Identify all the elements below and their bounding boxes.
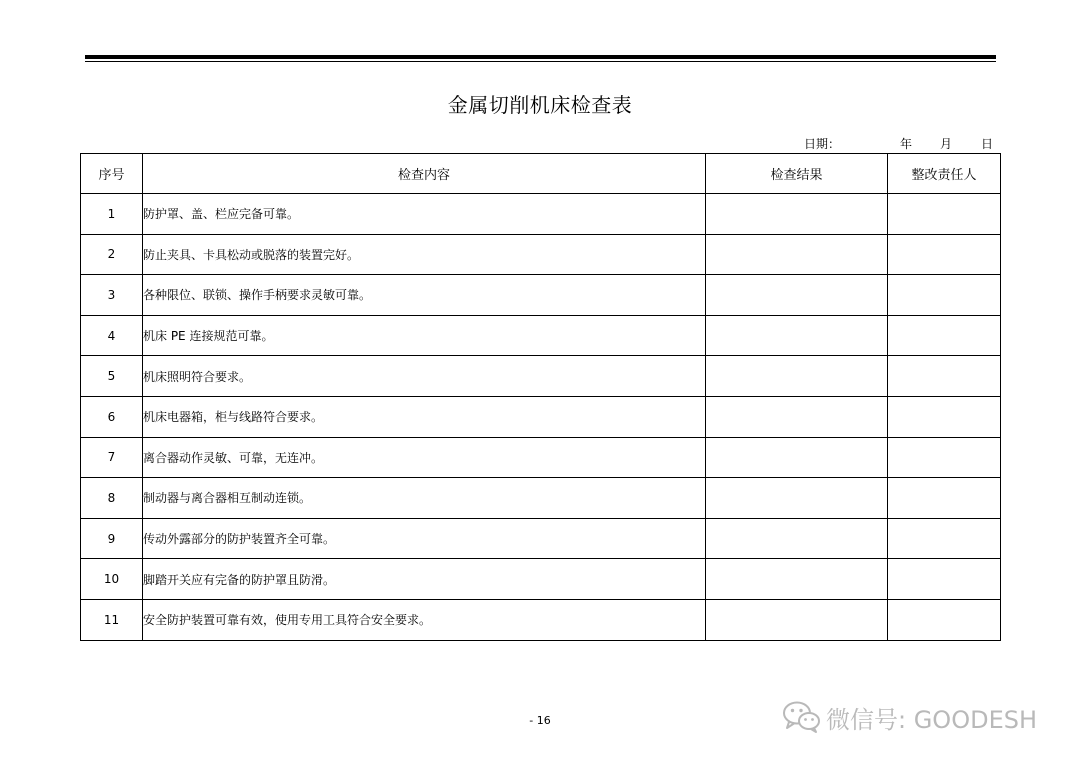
row-responsible-person-cell[interactable] [888, 315, 1001, 356]
row-seq-number: 4 [81, 315, 143, 356]
row-seq-number: 10 [81, 559, 143, 600]
row-check-result-cell[interactable] [706, 599, 888, 640]
table-row [81, 478, 1001, 519]
row-responsible-person-cell[interactable] [888, 234, 1001, 275]
row-check-result-cell[interactable] [706, 275, 888, 316]
header-seq: 序号 [81, 154, 143, 194]
row-check-content: 防护罩、盖、栏应完备可靠。 [143, 194, 706, 235]
row-seq-number: 6 [81, 396, 143, 437]
row-check-content: 离合器动作灵敏、可靠，无连冲。 [143, 437, 706, 478]
row-responsible-person-cell[interactable] [888, 559, 1001, 600]
row-seq-number: 7 [81, 437, 143, 478]
row-seq-number: 2 [81, 234, 143, 275]
date-month-label: 月 [940, 137, 953, 151]
row-check-content: 制动器与离合器相互制动连锁。 [143, 478, 706, 519]
date-year-label: 年 [900, 137, 913, 151]
row-responsible-person-cell[interactable] [888, 437, 1001, 478]
table-row [81, 356, 1001, 397]
wechat-icon [782, 700, 822, 734]
row-check-result-cell[interactable] [706, 437, 888, 478]
row-check-result-cell[interactable] [706, 518, 888, 559]
header-content: 检查内容 [143, 154, 706, 194]
date-day-label: 日 [981, 137, 994, 151]
row-check-result-cell[interactable] [706, 315, 888, 356]
row-check-result-cell[interactable] [706, 478, 888, 519]
row-responsible-person-cell[interactable] [888, 194, 1001, 235]
row-seq-number: 3 [81, 275, 143, 316]
page-title: 金属切削机床检查表 [447, 93, 633, 117]
row-responsible-person-cell[interactable] [888, 396, 1001, 437]
row-check-content: 传动外露部分的防护装置齐全可靠。 [143, 518, 706, 559]
header-rule-thin [85, 61, 996, 62]
watermark [782, 700, 1037, 734]
row-seq-number: 1 [81, 194, 143, 235]
table-row [81, 234, 1001, 275]
row-responsible-person-cell[interactable] [888, 275, 1001, 316]
row-check-content: 机床 PE 连接规范可靠。 [143, 315, 706, 356]
page-number: - 16 [529, 714, 551, 727]
row-responsible-person-cell[interactable] [888, 478, 1001, 519]
watermark-text: 微信号: GOODESH [826, 705, 1038, 734]
table-row [81, 437, 1001, 478]
header-responsible-person: 整改责任人 [888, 154, 1001, 194]
table-row [81, 396, 1001, 437]
row-check-result-cell[interactable] [706, 234, 888, 275]
row-check-content: 安全防护装置可靠有效，使用专用工具符合安全要求。 [143, 599, 706, 640]
row-check-content: 机床电器箱，柜与线路符合要求。 [143, 396, 706, 437]
row-check-content: 脚踏开关应有完备的防护罩且防滑。 [143, 559, 706, 600]
row-responsible-person-cell[interactable] [888, 518, 1001, 559]
row-seq-number: 5 [81, 356, 143, 397]
row-check-content: 各种限位、联锁、操作手柄要求灵敏可靠。 [143, 275, 706, 316]
row-seq-number: 8 [81, 478, 143, 519]
row-check-result-cell[interactable] [706, 356, 888, 397]
date-label: 日期： [804, 137, 841, 151]
table-row [81, 194, 1001, 235]
row-seq-number: 9 [81, 518, 143, 559]
row-seq-number: 11 [81, 599, 143, 640]
row-check-content: 防止夹具、卡具松动或脱落的装置完好。 [143, 234, 706, 275]
row-responsible-person-cell[interactable] [888, 599, 1001, 640]
row-check-result-cell[interactable] [706, 559, 888, 600]
row-check-result-cell[interactable] [706, 194, 888, 235]
header-result: 检查结果 [706, 154, 888, 194]
inspection-table [80, 153, 1001, 641]
header-rule-thick [85, 55, 996, 59]
table-row [81, 599, 1001, 640]
table-row [81, 518, 1001, 559]
row-responsible-person-cell[interactable] [888, 356, 1001, 397]
row-check-content: 机床照明符合要求。 [143, 356, 706, 397]
table-row [81, 315, 1001, 356]
table-row [81, 275, 1001, 316]
row-check-result-cell[interactable] [706, 396, 888, 437]
table-header-row [81, 154, 1001, 194]
table-row [81, 559, 1001, 600]
